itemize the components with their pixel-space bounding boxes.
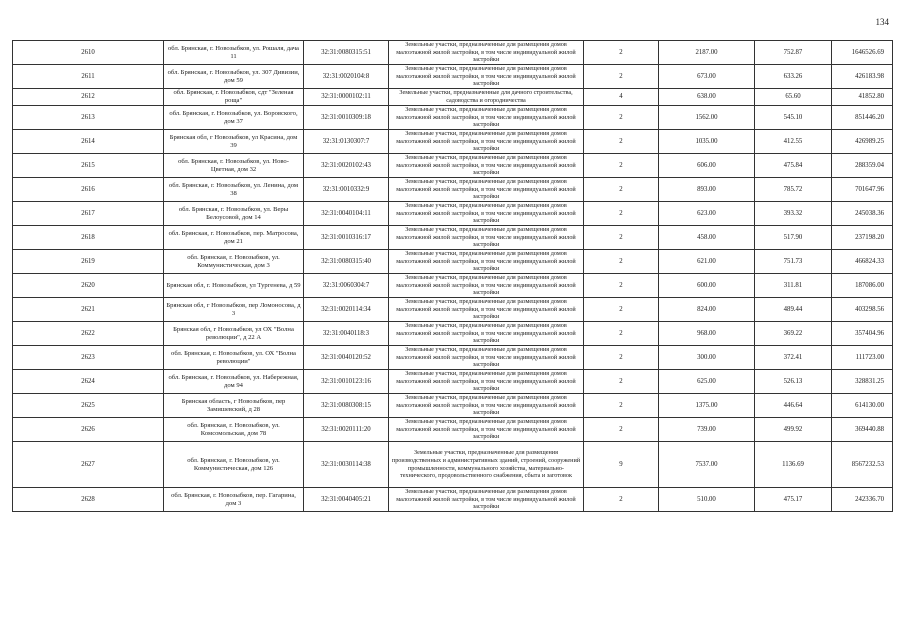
land-use-cell: Земельные участки, предназначенные для размещения домов малоэтажной жилой застройки, в том числе индивидуальной жилой застройки bbox=[389, 418, 584, 442]
land-use-cell: Земельные участки, предназначенные для размещения домов малоэтажной жилой застройки, в том числе индивидуальной жилой застройки bbox=[389, 178, 584, 202]
land-registry-table bbox=[12, 40, 893, 512]
group-cell: 2 bbox=[584, 346, 659, 370]
land-use-cell: Земельные участки, предназначенные для размещения домов малоэтажной жилой застройки, в том числе индивидуальной жилой застройки bbox=[389, 154, 584, 178]
specific-value-cell: 526.13 bbox=[755, 370, 832, 394]
specific-value-cell: 446.64 bbox=[755, 394, 832, 418]
address-cell: Брянская обл, г Новозыбков, пер Ломоносова, д 3 bbox=[164, 298, 304, 322]
row-number-cell: 2615 bbox=[13, 154, 164, 178]
cadastral-number-cell: 32:31:0080315:40 bbox=[304, 250, 389, 274]
group-cell: 2 bbox=[584, 394, 659, 418]
specific-value-cell: 499.92 bbox=[755, 418, 832, 442]
group-cell: 4 bbox=[584, 89, 659, 106]
specific-value-cell: 475.17 bbox=[755, 488, 832, 512]
address-cell: Брянская область, г Новозыбков, пер Замишевский, д 28 bbox=[164, 394, 304, 418]
land-use-cell: Земельные участки, предназначенные для размещения домов малоэтажной жилой застройки, в том числе индивидуальной жилой застройки bbox=[389, 130, 584, 154]
cadastral-value-cell: 403298.56 bbox=[832, 298, 893, 322]
cadastral-value-cell: 466824.33 bbox=[832, 250, 893, 274]
area-cell: 625.00 bbox=[659, 370, 755, 394]
cadastral-value-cell: 187086.00 bbox=[832, 274, 893, 298]
land-use-cell: Земельные участки, предназначенные для размещения домов малоэтажной жилой застройки, в том числе индивидуальной жилой застройки bbox=[389, 298, 584, 322]
address-cell: Брянская обл, г. Новозыбков, ул Тургенева, д 59 bbox=[164, 274, 304, 298]
address-cell: обл. Брянская, г. Новозыбков, ул. Ново-Цветная, дом 32 bbox=[164, 154, 304, 178]
cadastral-value-cell: 242336.70 bbox=[832, 488, 893, 512]
area-cell: 621.00 bbox=[659, 250, 755, 274]
area-cell: 673.00 bbox=[659, 65, 755, 89]
cadastral-number-cell: 32:31:0010316:17 bbox=[304, 226, 389, 250]
cadastral-value-cell: 245038.36 bbox=[832, 202, 893, 226]
row-number-cell: 2622 bbox=[13, 322, 164, 346]
table-row bbox=[13, 65, 893, 89]
specific-value-cell: 65.60 bbox=[755, 89, 832, 106]
area-cell: 638.00 bbox=[659, 89, 755, 106]
row-number-cell: 2620 bbox=[13, 274, 164, 298]
area-cell: 600.00 bbox=[659, 274, 755, 298]
row-number-cell: 2612 bbox=[13, 89, 164, 106]
address-cell: обл. Брянская, г. Новозыбков, ул. 307 Дивизии, дом 59 bbox=[164, 65, 304, 89]
row-number-cell: 2611 bbox=[13, 65, 164, 89]
cadastral-number-cell: 32:31:0060304:7 bbox=[304, 274, 389, 298]
land-use-cell: Земельные участки, предназначенные для размещения домов малоэтажной жилой застройки, в том числе индивидуальной жилой застройки bbox=[389, 106, 584, 130]
address-cell: обл. Брянская, г. Новозыбков, ул. Рошаля, дача 11 bbox=[164, 41, 304, 65]
cadastral-number-cell: 32:31:0080315:51 bbox=[304, 41, 389, 65]
group-cell: 2 bbox=[584, 418, 659, 442]
group-cell: 2 bbox=[584, 202, 659, 226]
address-cell: обл. Брянская, г. Новозыбков, ул. Веры Белоусовой, дом 14 bbox=[164, 202, 304, 226]
table-row bbox=[13, 488, 893, 512]
cadastral-number-cell: 32:31:0040120:52 bbox=[304, 346, 389, 370]
table-row bbox=[13, 442, 893, 488]
area-cell: 968.00 bbox=[659, 322, 755, 346]
table-row bbox=[13, 178, 893, 202]
area-cell: 458.00 bbox=[659, 226, 755, 250]
table-row bbox=[13, 370, 893, 394]
specific-value-cell: 1136.69 bbox=[755, 442, 832, 488]
specific-value-cell: 545.10 bbox=[755, 106, 832, 130]
cadastral-value-cell: 357404.96 bbox=[832, 322, 893, 346]
group-cell: 9 bbox=[584, 442, 659, 488]
row-number-cell: 2618 bbox=[13, 226, 164, 250]
group-cell: 2 bbox=[584, 130, 659, 154]
row-number-cell: 2625 bbox=[13, 394, 164, 418]
row-number-cell: 2626 bbox=[13, 418, 164, 442]
specific-value-cell: 475.84 bbox=[755, 154, 832, 178]
cadastral-value-cell: 369440.88 bbox=[832, 418, 893, 442]
cadastral-value-cell: 8567232.53 bbox=[832, 442, 893, 488]
group-cell: 2 bbox=[584, 370, 659, 394]
row-number-cell: 2616 bbox=[13, 178, 164, 202]
group-cell: 2 bbox=[584, 250, 659, 274]
address-cell: обл. Брянская, г. Новозыбков, пер. Матросова, дом 21 bbox=[164, 226, 304, 250]
address-cell: Брянская обл, г Новозыбков, ул ОХ "Волна революции", д 22 А bbox=[164, 322, 304, 346]
land-use-cell: Земельные участки, предназначенные для размещения домов малоэтажной жилой застройки, в том числе индивидуальной жилой застройки bbox=[389, 274, 584, 298]
table-row bbox=[13, 250, 893, 274]
group-cell: 2 bbox=[584, 488, 659, 512]
group-cell: 2 bbox=[584, 178, 659, 202]
specific-value-cell: 412.55 bbox=[755, 130, 832, 154]
table-row bbox=[13, 418, 893, 442]
cadastral-number-cell: 32:31:0040405:21 bbox=[304, 488, 389, 512]
address-cell: обл. Брянская, г. Новозыбков, ул. Коммунистическая, дом 3 bbox=[164, 250, 304, 274]
address-cell: обл. Брянская, г. Новозыбков, ул. Коммунистическая, дом 126 bbox=[164, 442, 304, 488]
specific-value-cell: 517.90 bbox=[755, 226, 832, 250]
table-row bbox=[13, 106, 893, 130]
table-row bbox=[13, 154, 893, 178]
table-row bbox=[13, 322, 893, 346]
specific-value-cell: 393.32 bbox=[755, 202, 832, 226]
cadastral-value-cell: 237198.20 bbox=[832, 226, 893, 250]
address-cell: обл. Брянская, г. Новозыбков, ул. ОХ "Волна революции" bbox=[164, 346, 304, 370]
cadastral-number-cell: 32:31:0080308:15 bbox=[304, 394, 389, 418]
area-cell: 2187.00 bbox=[659, 41, 755, 65]
area-cell: 510.00 bbox=[659, 488, 755, 512]
land-use-cell: Земельные участки, предназначенные для дачного строительства, садоводства и огородничества bbox=[389, 89, 584, 106]
area-cell: 1035.00 bbox=[659, 130, 755, 154]
cadastral-number-cell: 32:31:0030114:38 bbox=[304, 442, 389, 488]
address-cell: обл. Брянская, г. Новозыбков, ул. Воровского, дом 37 bbox=[164, 106, 304, 130]
group-cell: 2 bbox=[584, 226, 659, 250]
cadastral-value-cell: 614130.00 bbox=[832, 394, 893, 418]
group-cell: 2 bbox=[584, 106, 659, 130]
row-number-cell: 2623 bbox=[13, 346, 164, 370]
table-row bbox=[13, 41, 893, 65]
address-cell: Брянская обл, г Новозыбков, ул Красина, дом 39 bbox=[164, 130, 304, 154]
address-cell: обл. Брянская, г. Новозыбков, пер. Гагарина, дом 3 bbox=[164, 488, 304, 512]
row-number-cell: 2610 bbox=[13, 41, 164, 65]
specific-value-cell: 785.72 bbox=[755, 178, 832, 202]
row-number-cell: 2614 bbox=[13, 130, 164, 154]
cadastral-value-cell: 426183.98 bbox=[832, 65, 893, 89]
land-use-cell: Земельные участки, предназначенные для размещения домов малоэтажной жилой застройки, в том числе индивидуальной жилой застройки bbox=[389, 346, 584, 370]
area-cell: 300.00 bbox=[659, 346, 755, 370]
cadastral-value-cell: 1646526.69 bbox=[832, 41, 893, 65]
land-use-cell: Земельные участки, предназначенные для размещения производственных и административных зданий, строений, сооружений промышленности, коммунального хозяйства, материально-технического, продовольственного снабжения, сбыта и заготовок bbox=[389, 442, 584, 488]
cadastral-number-cell: 32:31:0010123:16 bbox=[304, 370, 389, 394]
group-cell: 2 bbox=[584, 298, 659, 322]
row-number-cell: 2613 bbox=[13, 106, 164, 130]
area-cell: 739.00 bbox=[659, 418, 755, 442]
table-row bbox=[13, 346, 893, 370]
cadastral-number-cell: 32:31:0010332:9 bbox=[304, 178, 389, 202]
table-row bbox=[13, 89, 893, 106]
table-row bbox=[13, 202, 893, 226]
group-cell: 2 bbox=[584, 322, 659, 346]
row-number-cell: 2627 bbox=[13, 442, 164, 488]
cadastral-value-cell: 41852.80 bbox=[832, 89, 893, 106]
group-cell: 2 bbox=[584, 274, 659, 298]
cadastral-number-cell: 32:31:0020104:8 bbox=[304, 65, 389, 89]
cadastral-number-cell: 32:31:0000102:11 bbox=[304, 89, 389, 106]
specific-value-cell: 369.22 bbox=[755, 322, 832, 346]
cadastral-number-cell: 32:31:0130307:7 bbox=[304, 130, 389, 154]
specific-value-cell: 489.44 bbox=[755, 298, 832, 322]
address-cell: обл. Брянская, г. Новозыбков, сдт "Зеленая роща" bbox=[164, 89, 304, 106]
address-cell: обл. Брянская, г. Новозыбков, ул. Набережная, дом 94 bbox=[164, 370, 304, 394]
table-row bbox=[13, 226, 893, 250]
land-use-cell: Земельные участки, предназначенные для размещения домов малоэтажной жилой застройки, в том числе индивидуальной жилой застройки bbox=[389, 202, 584, 226]
address-cell: обл. Брянская, г. Новозыбков, ул. Ленина, дом 38 bbox=[164, 178, 304, 202]
group-cell: 2 bbox=[584, 41, 659, 65]
specific-value-cell: 752.87 bbox=[755, 41, 832, 65]
cadastral-number-cell: 32:31:0020111:20 bbox=[304, 418, 389, 442]
table-row bbox=[13, 130, 893, 154]
table-row bbox=[13, 298, 893, 322]
cadastral-number-cell: 32:31:0040104:11 bbox=[304, 202, 389, 226]
cadastral-value-cell: 701647.96 bbox=[832, 178, 893, 202]
area-cell: 1375.00 bbox=[659, 394, 755, 418]
cadastral-value-cell: 111723.00 bbox=[832, 346, 893, 370]
cadastral-value-cell: 328831.25 bbox=[832, 370, 893, 394]
group-cell: 2 bbox=[584, 65, 659, 89]
address-cell: обл. Брянская, г. Новозыбков, ул. Комсомольская, дом 78 bbox=[164, 418, 304, 442]
row-number-cell: 2621 bbox=[13, 298, 164, 322]
specific-value-cell: 372.41 bbox=[755, 346, 832, 370]
cadastral-number-cell: 32:31:0010309:18 bbox=[304, 106, 389, 130]
land-use-cell: Земельные участки, предназначенные для размещения домов малоэтажной жилой застройки, в том числе индивидуальной жилой застройки bbox=[389, 394, 584, 418]
area-cell: 606.00 bbox=[659, 154, 755, 178]
row-number-cell: 2617 bbox=[13, 202, 164, 226]
row-number-cell: 2628 bbox=[13, 488, 164, 512]
area-cell: 7537.00 bbox=[659, 442, 755, 488]
page-number: 134 bbox=[875, 17, 889, 27]
land-use-cell: Земельные участки, предназначенные для размещения домов малоэтажной жилой застройки, в том числе индивидуальной жилой застройки bbox=[389, 488, 584, 512]
cadastral-number-cell: 32:31:0040118:3 bbox=[304, 322, 389, 346]
land-use-cell: Земельные участки, предназначенные для размещения домов малоэтажной жилой застройки, в том числе индивидуальной жилой застройки bbox=[389, 41, 584, 65]
land-use-cell: Земельные участки, предназначенные для размещения домов малоэтажной жилой застройки, в том числе индивидуальной жилой застройки bbox=[389, 65, 584, 89]
row-number-cell: 2619 bbox=[13, 250, 164, 274]
cadastral-value-cell: 851446.20 bbox=[832, 106, 893, 130]
land-use-cell: Земельные участки, предназначенные для размещения домов малоэтажной жилой застройки, в том числе индивидуальной жилой застройки bbox=[389, 370, 584, 394]
cadastral-value-cell: 288359.04 bbox=[832, 154, 893, 178]
cadastral-value-cell: 426989.25 bbox=[832, 130, 893, 154]
area-cell: 1562.00 bbox=[659, 106, 755, 130]
land-use-cell: Земельные участки, предназначенные для размещения домов малоэтажной жилой застройки, в том числе индивидуальной жилой застройки bbox=[389, 322, 584, 346]
table-body bbox=[13, 41, 893, 512]
row-number-cell: 2624 bbox=[13, 370, 164, 394]
land-use-cell: Земельные участки, предназначенные для размещения домов малоэтажной жилой застройки, в том числе индивидуальной жилой застройки bbox=[389, 226, 584, 250]
specific-value-cell: 311.81 bbox=[755, 274, 832, 298]
area-cell: 623.00 bbox=[659, 202, 755, 226]
area-cell: 824.00 bbox=[659, 298, 755, 322]
group-cell: 2 bbox=[584, 154, 659, 178]
area-cell: 893.00 bbox=[659, 178, 755, 202]
specific-value-cell: 633.26 bbox=[755, 65, 832, 89]
cadastral-number-cell: 32:31:0020114:34 bbox=[304, 298, 389, 322]
cadastral-number-cell: 32:31:0020102:43 bbox=[304, 154, 389, 178]
table-row bbox=[13, 274, 893, 298]
specific-value-cell: 751.73 bbox=[755, 250, 832, 274]
land-use-cell: Земельные участки, предназначенные для размещения домов малоэтажной жилой застройки, в том числе индивидуальной жилой застройки bbox=[389, 250, 584, 274]
table-row bbox=[13, 394, 893, 418]
